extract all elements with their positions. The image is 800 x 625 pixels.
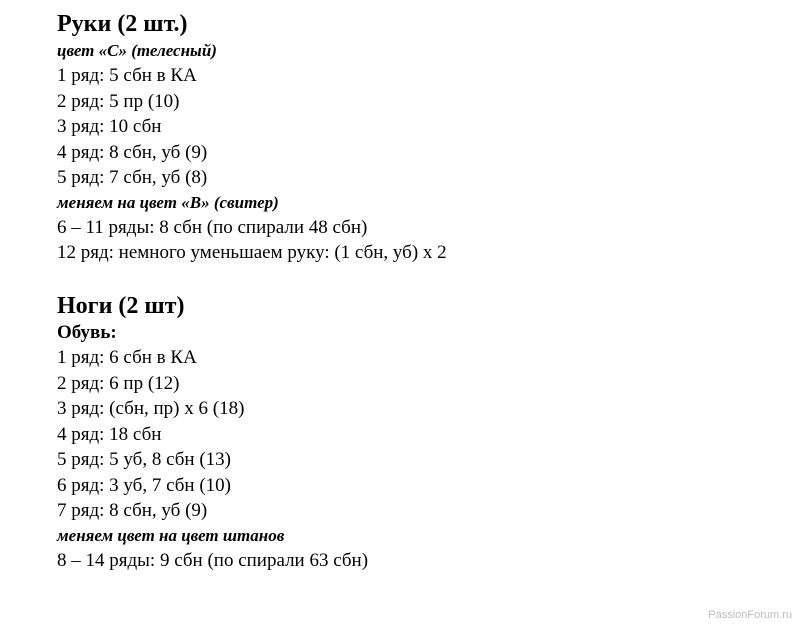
legs-row-7: 7 ряд: 8 сбн, уб (9) bbox=[57, 500, 208, 521]
legs-row-8-14: 8 – 14 ряды: 9 сбн (по спирали 63 сбн) bbox=[57, 549, 369, 571]
legs-row-2: 2 ряд: 6 пр (12) bbox=[57, 372, 180, 394]
arms-row-4: 4 ряд: 8 сбн, уб (9) bbox=[57, 141, 208, 163]
legs-row-1: 1 ряд: 6 сбн в КА bbox=[57, 347, 197, 368]
arms-row-3: 3 ряд: 10 сбн bbox=[57, 116, 162, 137]
legs-row-5: 5 ряд: 5 уб, 8 сбн (13) bbox=[57, 449, 232, 470]
arms-row-12: 12 ряд: немного уменьшаем руку: (1 сбн, уб) х 2 bbox=[57, 242, 447, 263]
arms-row-6-11: 6 – 11 ряды: 8 сбн (по спирали 48 сбн) bbox=[57, 216, 368, 238]
legs-row-4: 4 ряд: 18 сбн bbox=[57, 423, 162, 445]
arms-color-note: цвет «С» (телесный) bbox=[57, 41, 217, 60]
arms-row-1: 1 ряд: 5 сбн в КА bbox=[57, 65, 197, 86]
legs-color-change-note: меняем цвет на цвет штанов bbox=[57, 525, 285, 545]
legs-row-6: 6 ряд: 3 уб, 7 сбн (10) bbox=[57, 474, 232, 496]
legs-shoes-subtitle: Обувь: bbox=[57, 322, 117, 343]
arms-row-5: 5 ряд: 7 сбн, уб (8) bbox=[57, 167, 208, 188]
arms-section bbox=[57, 9, 447, 266]
legs-row-3: 3 ряд: (сбн, пр) х 6 (18) bbox=[57, 398, 245, 419]
arms-title: Руки (2 шт.) bbox=[57, 11, 188, 37]
site-watermark: PassionForum.ru bbox=[708, 609, 792, 621]
arms-color-change-note: меняем на цвет «В» (свитер) bbox=[57, 192, 279, 212]
legs-section bbox=[57, 291, 368, 573]
legs-title: Ноги (2 шт) bbox=[57, 293, 185, 319]
arms-row-2: 2 ряд: 5 пр (10) bbox=[57, 90, 180, 112]
